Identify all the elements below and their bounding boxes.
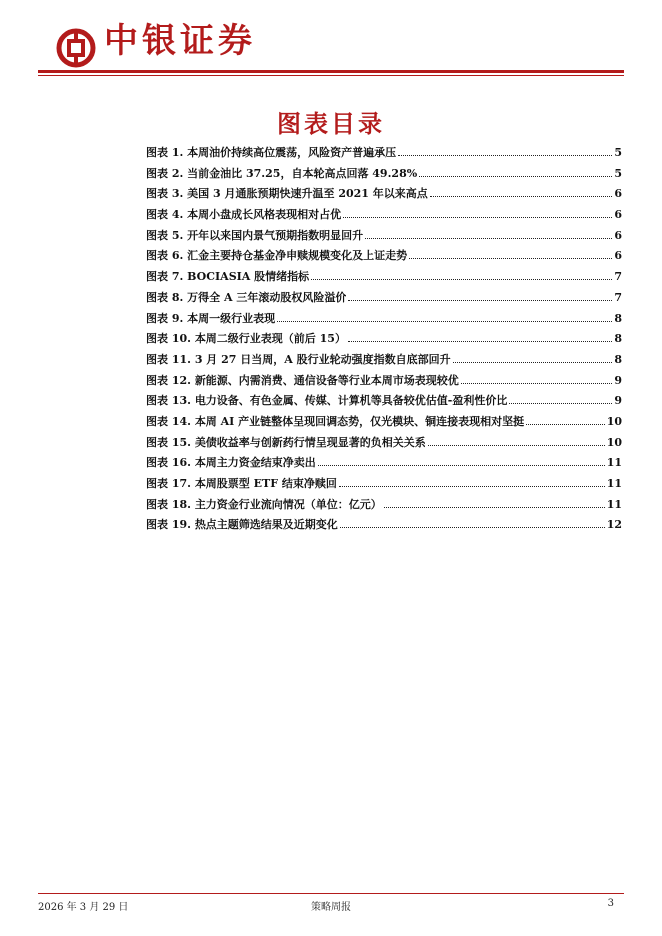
toc-entry[interactable] (146, 268, 622, 289)
toc-dot-leader (409, 257, 612, 259)
toc-dot-leader (430, 195, 612, 197)
toc-entry[interactable] (146, 496, 622, 517)
toc-entry-number: 图表 17. (146, 477, 191, 490)
toc-entry-title: 热点主题筛选结果及近期变化 (194, 518, 338, 532)
toc-entry-title: 当前金油比 37.25，自本轮高点回落 49.28% (187, 166, 418, 180)
toc-entry-title: 汇金主要持仓基金净申赎规模变化及上证走势 (187, 249, 408, 263)
toc-entry-number: 图表 2. (146, 166, 184, 180)
toc-entry-number: 图表 5. (146, 228, 184, 242)
header-divider-thin (38, 75, 624, 76)
toc-entry-page: 6 (614, 249, 622, 263)
toc-dot-leader (348, 340, 612, 342)
toc-entry-title: 本周二级行业表现（前后 15） (194, 332, 346, 346)
toc-entry[interactable] (146, 165, 622, 186)
toc-entry-title: 3 月 27 日当周，A 股行业轮动强度指数自底部回升 (194, 352, 451, 366)
toc-entry-number: 图表 11. (146, 352, 191, 366)
footer-page-number: 3 (607, 898, 614, 909)
toc-entry-number: 图表 12. (146, 373, 191, 387)
toc-entry-page: 9 (614, 394, 622, 408)
toc-dot-leader (428, 444, 605, 446)
toc-entry[interactable] (146, 330, 622, 351)
toc-entry-page: 7 (614, 290, 622, 304)
toc-entry-number: 图表 9. (146, 311, 184, 325)
toc-entry-page: 9 (614, 373, 622, 387)
toc-entry[interactable] (146, 475, 622, 496)
toc-dot-leader (461, 382, 612, 384)
toc-entry-page: 10 (606, 435, 622, 449)
toc-entry-title: 电力设备、有色金属、传媒、计算机等具备较优估值-盈利性价比 (194, 394, 508, 408)
footer-divider (38, 893, 624, 894)
toc-entry-number: 图表 3. (146, 187, 184, 201)
toc-entry[interactable] (146, 454, 622, 475)
brand-name: 中银证券 (104, 21, 256, 61)
toc-dot-leader (311, 278, 612, 280)
toc-entry-number: 图表 10. (146, 332, 191, 346)
toc-entry[interactable] (146, 434, 622, 455)
toc-entry-title: 开年以来国内景气预期指数明显回升 (187, 228, 364, 242)
toc-entry-number: 图表 19. (146, 518, 191, 532)
toc-dot-leader (348, 299, 612, 301)
toc-entry[interactable] (146, 206, 622, 227)
toc-entry-number: 图表 14. (146, 414, 191, 428)
toc-entry-page: 8 (614, 311, 622, 325)
toc-entry[interactable] (146, 372, 622, 393)
toc-entry[interactable] (146, 289, 622, 310)
toc-entry-title: 美债收益率与创新药行情呈现显著的负相关关系 (194, 435, 426, 449)
toc-entry-title: BOCIASIA 股情绪指标 (187, 270, 310, 284)
toc-entry-page: 12 (606, 518, 622, 532)
toc-entry[interactable] (146, 413, 622, 434)
toc-entry-page: 8 (614, 352, 622, 366)
footer-date: 2026 年 3 月 29 日 (38, 902, 129, 913)
toc-entry-page: 6 (614, 228, 622, 242)
toc-entry-page: 6 (614, 187, 622, 201)
toc-dot-leader (453, 361, 612, 363)
toc-entry-page: 7 (614, 270, 622, 284)
toc-dot-leader (509, 402, 612, 404)
toc-entry-page: 6 (614, 208, 622, 222)
toc-entry[interactable] (146, 227, 622, 248)
toc-entry-page: 5 (614, 146, 622, 159)
toc-entry-page: 8 (614, 332, 622, 346)
toc-entry-number: 图表 6. (146, 249, 184, 263)
toc-entry-number: 图表 8. (146, 290, 184, 304)
toc-dot-leader (277, 320, 612, 322)
toc-dot-leader (339, 485, 605, 487)
toc-dot-leader (398, 154, 612, 156)
toc-entry-page: 5 (614, 166, 622, 180)
toc-entry[interactable] (146, 247, 622, 268)
toc-entry-number: 图表 16. (146, 456, 191, 470)
toc-entry[interactable] (146, 351, 622, 372)
toc-entry[interactable] (146, 392, 622, 413)
toc-entry-page: 10 (606, 414, 622, 428)
toc-dot-leader (365, 237, 612, 239)
toc-entry-title: 本周小盘成长风格表现相对占优 (187, 208, 342, 222)
toc-entry-number: 图表 1. (146, 146, 184, 159)
toc-entry-number: 图表 15. (146, 435, 191, 449)
toc-dot-leader (384, 506, 605, 508)
toc-entry-number: 图表 13. (146, 394, 191, 408)
page-header (0, 0, 662, 80)
footer-report-type: 策略周报 (311, 902, 351, 913)
toc-entry-title: 本周 AI 产业链整体呈现回调态势，仅光模块、铜连接表现相对坚挺 (194, 414, 525, 428)
toc-dot-leader (318, 464, 605, 466)
header-divider (38, 70, 624, 73)
bank-of-china-logo-icon (56, 28, 96, 68)
toc-dot-leader (419, 175, 612, 177)
toc-dot-leader (340, 526, 605, 528)
toc-entry-title: 新能源、内需消费、通信设备等行业本周市场表现较优 (194, 373, 459, 387)
toc-entry-page: 11 (606, 477, 622, 490)
toc-entry[interactable] (146, 144, 622, 165)
toc-entry-title: 本周油价持续高位震荡，风险资产普遍承压 (187, 146, 397, 159)
toc-entry-title: 本周一级行业表现 (187, 311, 276, 325)
toc-title: 图表目录 (277, 110, 385, 138)
toc-entry-number: 图表 18. (146, 497, 191, 511)
toc-entry-title: 本周主力资金结束净卖出 (194, 456, 316, 470)
toc-dot-leader (343, 216, 612, 218)
toc-entry[interactable] (146, 310, 622, 331)
toc-list (146, 144, 622, 537)
toc-entry-title: 万得全 A 三年滚动股权风险溢价 (187, 290, 347, 304)
toc-entry-page: 11 (606, 497, 622, 511)
toc-entry-title: 美国 3 月通胀预期快速升温至 2021 年以来高点 (187, 187, 428, 201)
toc-entry-number: 图表 7. (146, 270, 184, 284)
toc-entry-page: 11 (606, 456, 622, 470)
toc-dot-leader (526, 423, 605, 425)
toc-entry-title: 本周股票型 ETF 结束净赎回 (194, 477, 337, 490)
toc-entry-number: 图表 4. (146, 208, 184, 222)
toc-entry[interactable] (146, 516, 622, 537)
toc-entry[interactable] (146, 185, 622, 206)
toc-entry-title: 主力资金行业流向情况（单位：亿元） (194, 497, 382, 511)
